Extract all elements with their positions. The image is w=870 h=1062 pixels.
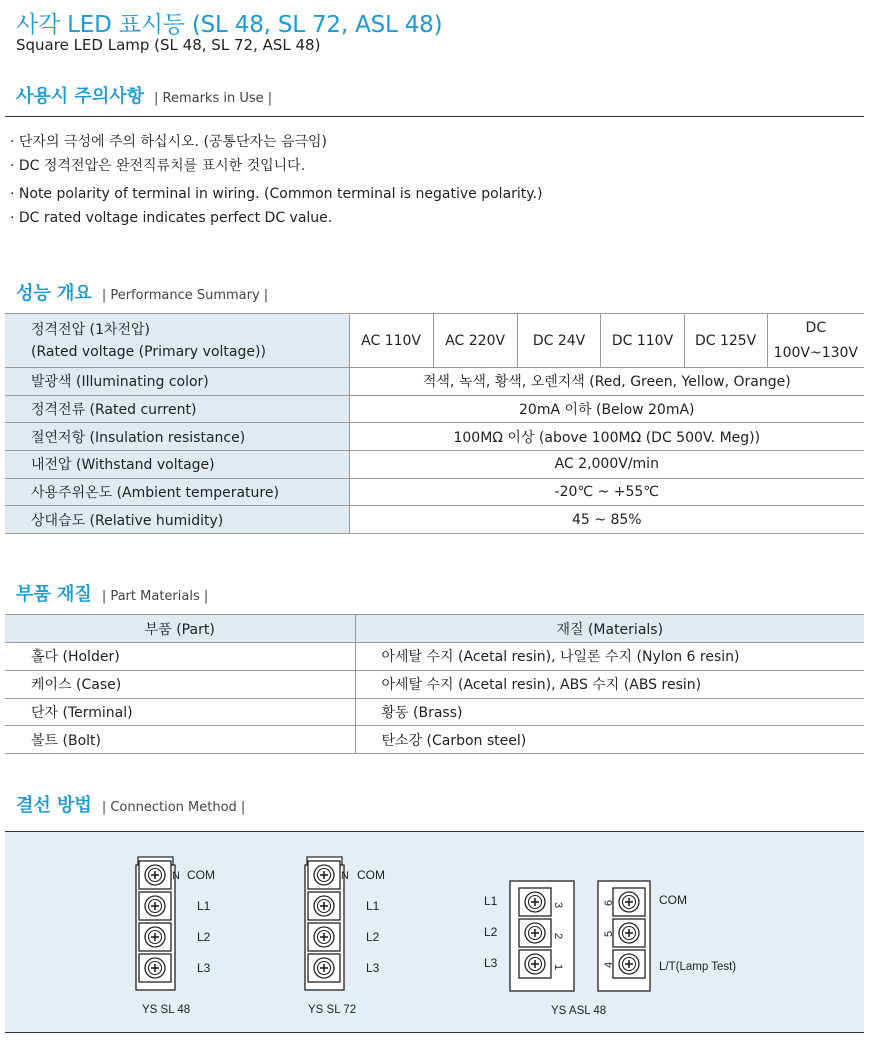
performance-title-ko: 성능 개요 [16,283,92,304]
materials-table [5,614,864,754]
spec-value: 적색, 녹색, 황색, 오렌지색 (Red, Green, Yellow, Orange) [349,368,864,396]
sl48-terminal-block [136,857,215,1016]
part-cell: 볼트 (Bolt) [5,726,355,754]
part-cell: 단자 (Terminal) [5,698,355,726]
asl48-l3-label: L3 [484,956,498,970]
sl48-l3-label: L3 [197,961,211,975]
remark-line: · DC 정격전압은 완전직류치를 표시한 것입니다. [10,158,306,174]
table-row [5,423,864,451]
voltage-cell: DC 110V [601,314,684,368]
asl48-term-2: 2 [552,933,564,940]
sl48-l1-label: L1 [197,899,211,913]
remarks-heading [16,82,272,108]
table-row [5,314,864,368]
table-row [5,368,864,396]
material-cell: 아세탈 수지 (Acetal resin), 나일론 수지 (Nylon 6 resin) [355,643,864,671]
remark-line: · Note polarity of terminal in wiring. (Common terminal is negative polarity.) [10,186,543,202]
asl48-lt-label: L/T(Lamp Test) [659,961,737,973]
connection-heading [16,791,245,817]
asl48-l2-label: L2 [484,925,498,939]
spec-value: -20℃ ~ +55℃ [349,478,864,506]
spec-value: 45 ~ 85% [349,506,864,534]
sl72-n-label: N [341,870,349,882]
sl72-l2-label: L2 [366,930,380,944]
table-header-row [5,615,864,643]
remark-line: · 단자의 극성에 주의 하십시오. (공통단자는 음극임) [10,134,328,150]
sl72-l1-label: L1 [366,899,380,913]
column-header-material: 재질 (Materials) [355,615,864,643]
table-row [5,726,864,754]
sl48-l2-label: L2 [197,930,211,944]
table-row [5,670,864,698]
sl72-terminal-block [305,857,385,1016]
sl48-com-label: COM [187,868,215,882]
voltage-dc-line2: 100V~130V [773,344,858,361]
rated-voltage-label-ko: 정격전압 (1차전압) [31,321,150,338]
spec-value: AC 2,000V/min [349,451,864,479]
table-row [5,451,864,479]
voltage-dc-line1: DC [805,319,827,336]
voltage-cell: DC 125V [684,314,767,368]
voltage-cell-dc-range [767,314,864,368]
table-row [5,478,864,506]
table-row [5,698,864,726]
remarks-divider [5,116,864,117]
material-cell: 아세탈 수지 (Acetal resin), ABS 수지 (ABS resin) [355,670,864,698]
asl48-term-3: 3 [552,902,564,909]
remarks-title-en: | Remarks in Use | [153,91,273,106]
connection-title-ko: 결선 방법 [16,795,92,816]
asl48-term-4: 4 [603,961,615,968]
asl48-l1-label: L1 [484,894,498,908]
sl72-l3-label: L3 [366,961,380,975]
connection-title-en: | Connection Method | [101,800,246,815]
material-cell: 황동 (Brass) [355,698,864,726]
spec-value: 20mA 이하 (Below 20mA) [349,395,864,423]
sl48-n-label: N [172,870,180,882]
asl48-term-6: 6 [603,899,615,906]
spec-label: 내전압 (Withstand voltage) [5,451,349,479]
performance-table [5,313,864,534]
asl48-com-label: COM [659,893,687,907]
rated-voltage-label [5,314,349,368]
voltage-cell: AC 110V [349,314,433,368]
voltage-cell: DC 24V [517,314,601,368]
material-cell: 탄소강 (Carbon steel) [355,726,864,754]
spec-label: 발광색 (Illuminating color) [5,368,349,396]
materials-title-ko: 부품 재질 [16,584,92,605]
page-title: 사각 LED 표시등 (SL 48, SL 72, ASL 48) [16,12,443,38]
spec-value: 100MΩ 이상 (above 100MΩ (DC 500V. Meg)) [349,423,864,451]
part-cell: 케이스 (Case) [5,670,355,698]
rated-voltage-label-en: (Rated voltage (Primary voltage)) [31,343,266,360]
remarks-title-ko: 사용시 주의사항 [16,86,144,107]
asl48-caption: YS ASL 48 [551,1005,607,1017]
sl72-com-label: COM [357,868,385,882]
asl48-terminal-block [484,881,736,1017]
table-row [5,643,864,671]
connection-diagram [5,831,864,1033]
table-row [5,506,864,534]
sl72-caption: YS SL 72 [308,1004,357,1016]
table-row [5,395,864,423]
asl48-term-1: 1 [552,964,564,971]
spec-label: 사용주위온도 (Ambient temperature) [5,478,349,506]
materials-heading [16,580,208,606]
spec-label: 정격전류 (Rated current) [5,395,349,423]
part-cell: 홀다 (Holder) [5,643,355,671]
sl48-caption: YS SL 48 [142,1004,191,1016]
remark-line: · DC rated voltage indicates perfect DC value. [10,210,333,226]
materials-title-en: | Part Materials | [101,589,209,604]
performance-title-en: | Performance Summary | [101,288,269,303]
asl48-term-5: 5 [603,930,615,937]
spec-label: 절연저항 (Insulation resistance) [5,423,349,451]
voltage-cell: AC 220V [433,314,517,368]
page-subtitle: Square LED Lamp (SL 48, SL 72, ASL 48) [16,36,321,54]
performance-heading [16,279,268,305]
spec-label: 상대습도 (Relative humidity) [5,506,349,534]
column-header-part: 부품 (Part) [5,615,355,643]
